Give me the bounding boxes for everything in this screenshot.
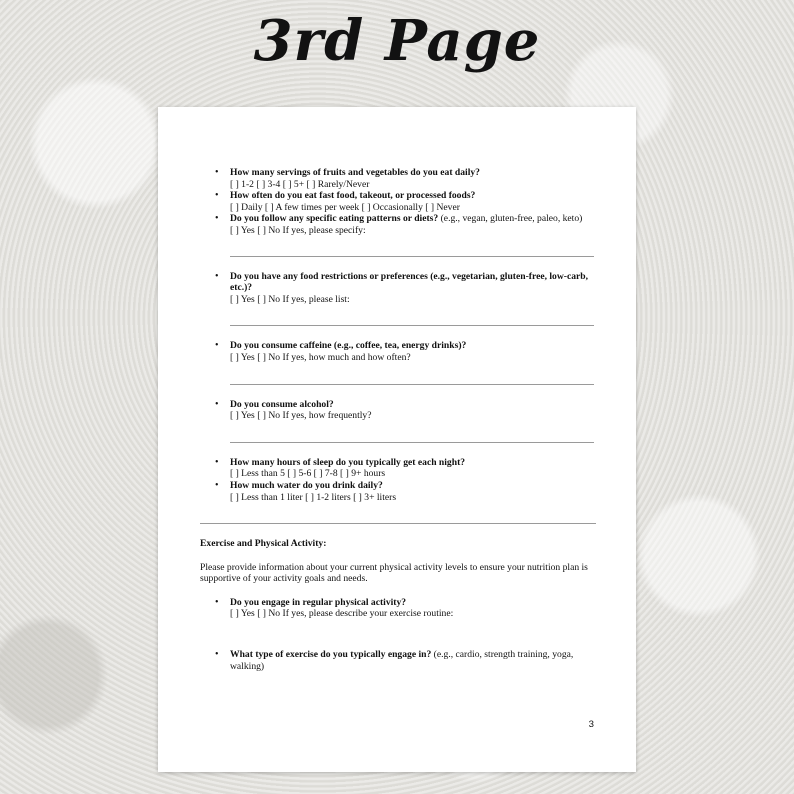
answer-options: [ ] Less than 5 [ ] 5-6 [ ] 7-8 [ ] 9+ hours bbox=[230, 468, 386, 480]
question-text: How many servings of fruits and vegetables do you eat daily? bbox=[230, 167, 480, 178]
question-text: Do you follow any specific eating patterns or diets? bbox=[230, 213, 439, 225]
question-list-lifestyle bbox=[200, 457, 596, 503]
question-text: Do you consume alcohol? bbox=[230, 398, 334, 410]
list-item bbox=[230, 649, 596, 672]
section-intro: Please provide information about your current physical activity levels to ensure your nutrition plan is supportive of your activity goals and needs. bbox=[200, 561, 588, 585]
answer-options: [ ] Daily [ ] A few times per week [ ] Occasionally [ ] Never bbox=[230, 201, 460, 213]
answer-options: [ ] Yes [ ] No If yes, how much and how often? bbox=[230, 351, 411, 363]
list-item bbox=[230, 167, 596, 190]
page-title: 3rd Page bbox=[253, 8, 541, 74]
page-number: 3 bbox=[588, 719, 594, 731]
list-item bbox=[230, 271, 596, 306]
question-note: (e.g., cardio, strength training, yoga, walking) bbox=[230, 649, 574, 672]
question-list-exercise-type bbox=[200, 649, 596, 672]
list-item bbox=[230, 480, 596, 503]
section-heading: Exercise and Physical Activity: bbox=[200, 538, 327, 550]
question-text: How much water do you drink daily? bbox=[230, 479, 383, 491]
answer-options: [ ] 1-2 [ ] 3-4 [ ] 5+ [ ] Rarely/Never bbox=[230, 178, 370, 190]
question-list-caffeine bbox=[200, 340, 596, 363]
answer-options: [ ] Yes [ ] No If yes, please list: bbox=[230, 293, 350, 305]
answer-options: [ ] Yes [ ] No If yes, please describe your exercise routine: bbox=[230, 608, 454, 620]
question-list-alcohol bbox=[200, 399, 596, 422]
question-list-diet bbox=[200, 167, 596, 237]
list-item bbox=[230, 457, 596, 480]
list-item bbox=[230, 213, 596, 236]
question-text: Do you consume caffeine (e.g., coffee, tea, energy drinks)? bbox=[230, 340, 467, 352]
question-text: How often do you eat fast food, takeout, or processed foods? bbox=[230, 190, 476, 202]
answer-options: [ ] Less than 1 liter [ ] 1-2 liters [ ] 3+ liters bbox=[230, 491, 397, 503]
question-text: What type of exercise do you typically engage in? bbox=[230, 649, 432, 661]
list-item bbox=[230, 597, 596, 620]
answer-options: [ ] Yes [ ] No If yes, how frequently? bbox=[230, 410, 372, 422]
list-item bbox=[230, 399, 596, 422]
list-item bbox=[230, 340, 596, 363]
page-content bbox=[200, 167, 596, 672]
answer-options: [ ] Yes [ ] No If yes, please specify: bbox=[230, 224, 366, 236]
document-page bbox=[158, 107, 636, 772]
question-list-exercise bbox=[200, 597, 596, 620]
question-text: Do you have any food restrictions or preferences (e.g., vegetarian, gluten-free, low-carb, etc.)? bbox=[230, 270, 589, 294]
question-text: How many hours of sleep do you typically get each night? bbox=[230, 456, 466, 468]
question-list-restrictions bbox=[200, 271, 596, 306]
question-note: (e.g., vegan, gluten-free, paleo, keto) bbox=[438, 213, 583, 225]
list-item bbox=[230, 190, 596, 213]
question-text: Do you engage in regular physical activity? bbox=[230, 596, 407, 608]
